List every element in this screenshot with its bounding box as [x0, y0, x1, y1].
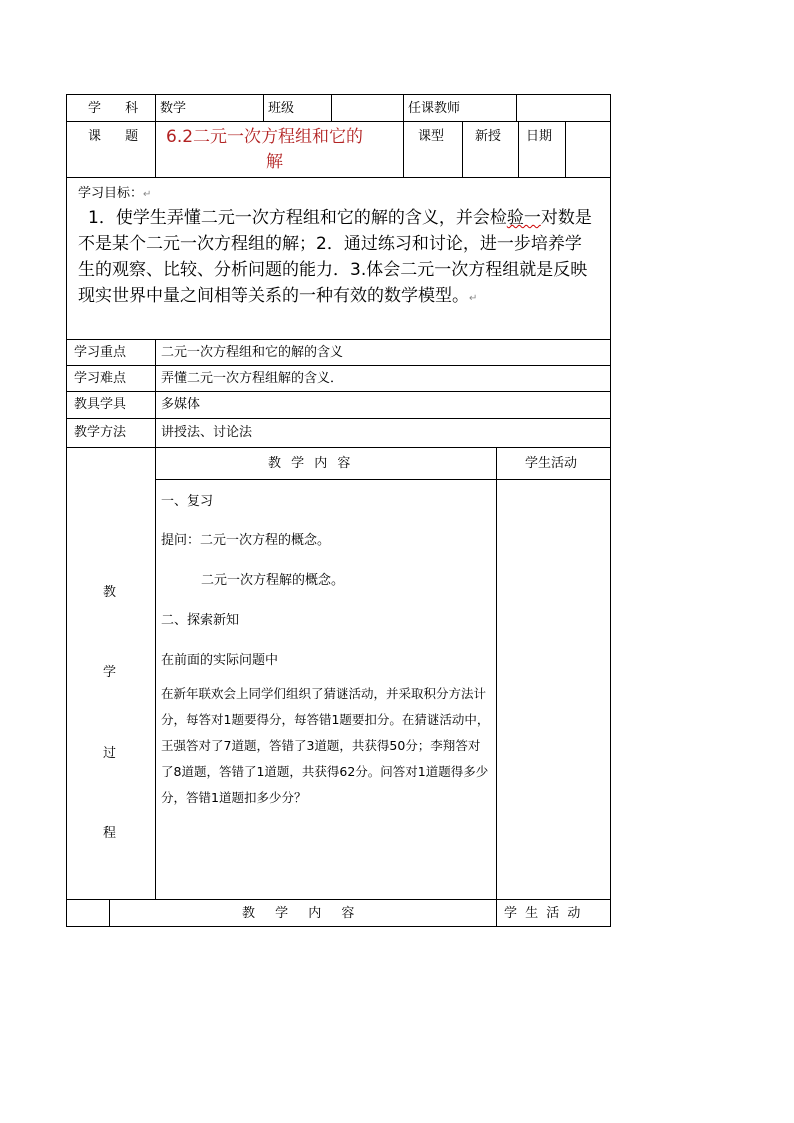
row-divider [155, 479, 611, 480]
row-divider [66, 177, 611, 178]
col-divider [462, 121, 463, 178]
topic-title-line1: 6.2二元一次方程组和它的 [166, 127, 364, 147]
difficulty-value: 弄懂二元一次方程组解的含义． [161, 371, 344, 386]
table-left-border [66, 94, 67, 927]
activity-header: 学生活动 [525, 456, 578, 471]
lesson-type-value: 新授 [475, 129, 502, 144]
table-top-border [66, 94, 611, 95]
teaching-method-label: 教学方法 [74, 425, 127, 440]
content-header: 教 学 内 容 [268, 456, 354, 471]
subject-label: 学 科 [88, 101, 149, 116]
row-divider [66, 418, 611, 419]
return-mark: ↵ [143, 189, 152, 200]
col-divider [155, 94, 156, 178]
review-title: 一、复习 [161, 494, 214, 509]
explore-title: 二、探索新知 [161, 613, 240, 628]
table-right-border [610, 94, 611, 927]
col-divider [565, 121, 566, 178]
col-divider [518, 121, 519, 178]
col-divider [109, 899, 110, 927]
row-divider [66, 447, 611, 448]
objectives-text [78, 205, 596, 312]
objectives-label-text: 学习目标： [78, 186, 144, 201]
row-divider [66, 121, 611, 122]
focus-value: 二元一次方程组和它的解的含义 [161, 345, 344, 360]
spellcheck-marked-word: 验一 [506, 208, 541, 228]
teaching-aids-label: 教具学具 [74, 397, 127, 412]
date-label: 日期 [526, 129, 553, 144]
process-side-char: 程 [103, 826, 117, 841]
focus-label: 学习重点 [74, 345, 127, 360]
objectives-text-part1: 1．使学生弄懂二元一次方程组和它的解的含义，并会检 [88, 208, 507, 228]
topic-label: 课 题 [88, 129, 149, 144]
table-bottom-border [66, 926, 611, 927]
review-question-2: 二元一次方程解的概念。 [201, 573, 345, 588]
lesson-type-label: 课型 [418, 129, 445, 144]
return-mark: ↵ [469, 293, 478, 304]
teacher-label: 任课教师 [408, 101, 461, 116]
footer-content-header: 教 学 内 容 [242, 906, 363, 921]
objectives-text-part2: 对数是不是某个二元一次方程组的解；2．通过练习和讨论，进一步培养学生的观察、比较、分析问题的能力．3.体会二元一次方程组就是反映现实世界中量之间相等关系的一种有效的数学模型。 [78, 208, 592, 306]
row-divider [66, 391, 611, 392]
process-side-char: 过 [103, 746, 117, 761]
col-divider [155, 339, 156, 900]
footer-activity-header: 学 生 活 动 [504, 906, 583, 921]
teaching-method-value: 讲授法、讨论法 [161, 425, 253, 440]
col-divider [263, 94, 264, 122]
class-label: 班级 [268, 101, 295, 116]
objectives-label [78, 186, 151, 203]
teaching-aids-value: 多媒体 [161, 397, 201, 412]
row-divider [66, 899, 611, 900]
subject-value: 数学 [160, 101, 187, 116]
row-divider [66, 339, 611, 340]
process-side-char: 学 [103, 665, 117, 680]
difficulty-label: 学习难点 [74, 371, 127, 386]
review-question-1: 提问：二元一次方程的概念。 [161, 533, 331, 548]
topic-title-line2: 解 [266, 152, 283, 172]
explore-intro: 在前面的实际问题中 [161, 653, 279, 668]
col-divider [331, 94, 332, 122]
col-divider [403, 94, 404, 178]
problem-text: 在新年联欢会上同学们组织了猜谜活动，并采取积分方法计分，每答对1题要得分，每答错1题要扣分。在猜谜活动中，王强答对了7道题，答错了3道题，共获得50分；李翔答对了8道题，答错了1道题，共获得62分。问答对1道题得多少分，答错1道题扣多少分？ [161, 686, 490, 805]
col-divider [496, 447, 497, 927]
process-side-char: 教 [103, 585, 117, 600]
col-divider [516, 94, 517, 122]
row-divider [66, 365, 611, 366]
